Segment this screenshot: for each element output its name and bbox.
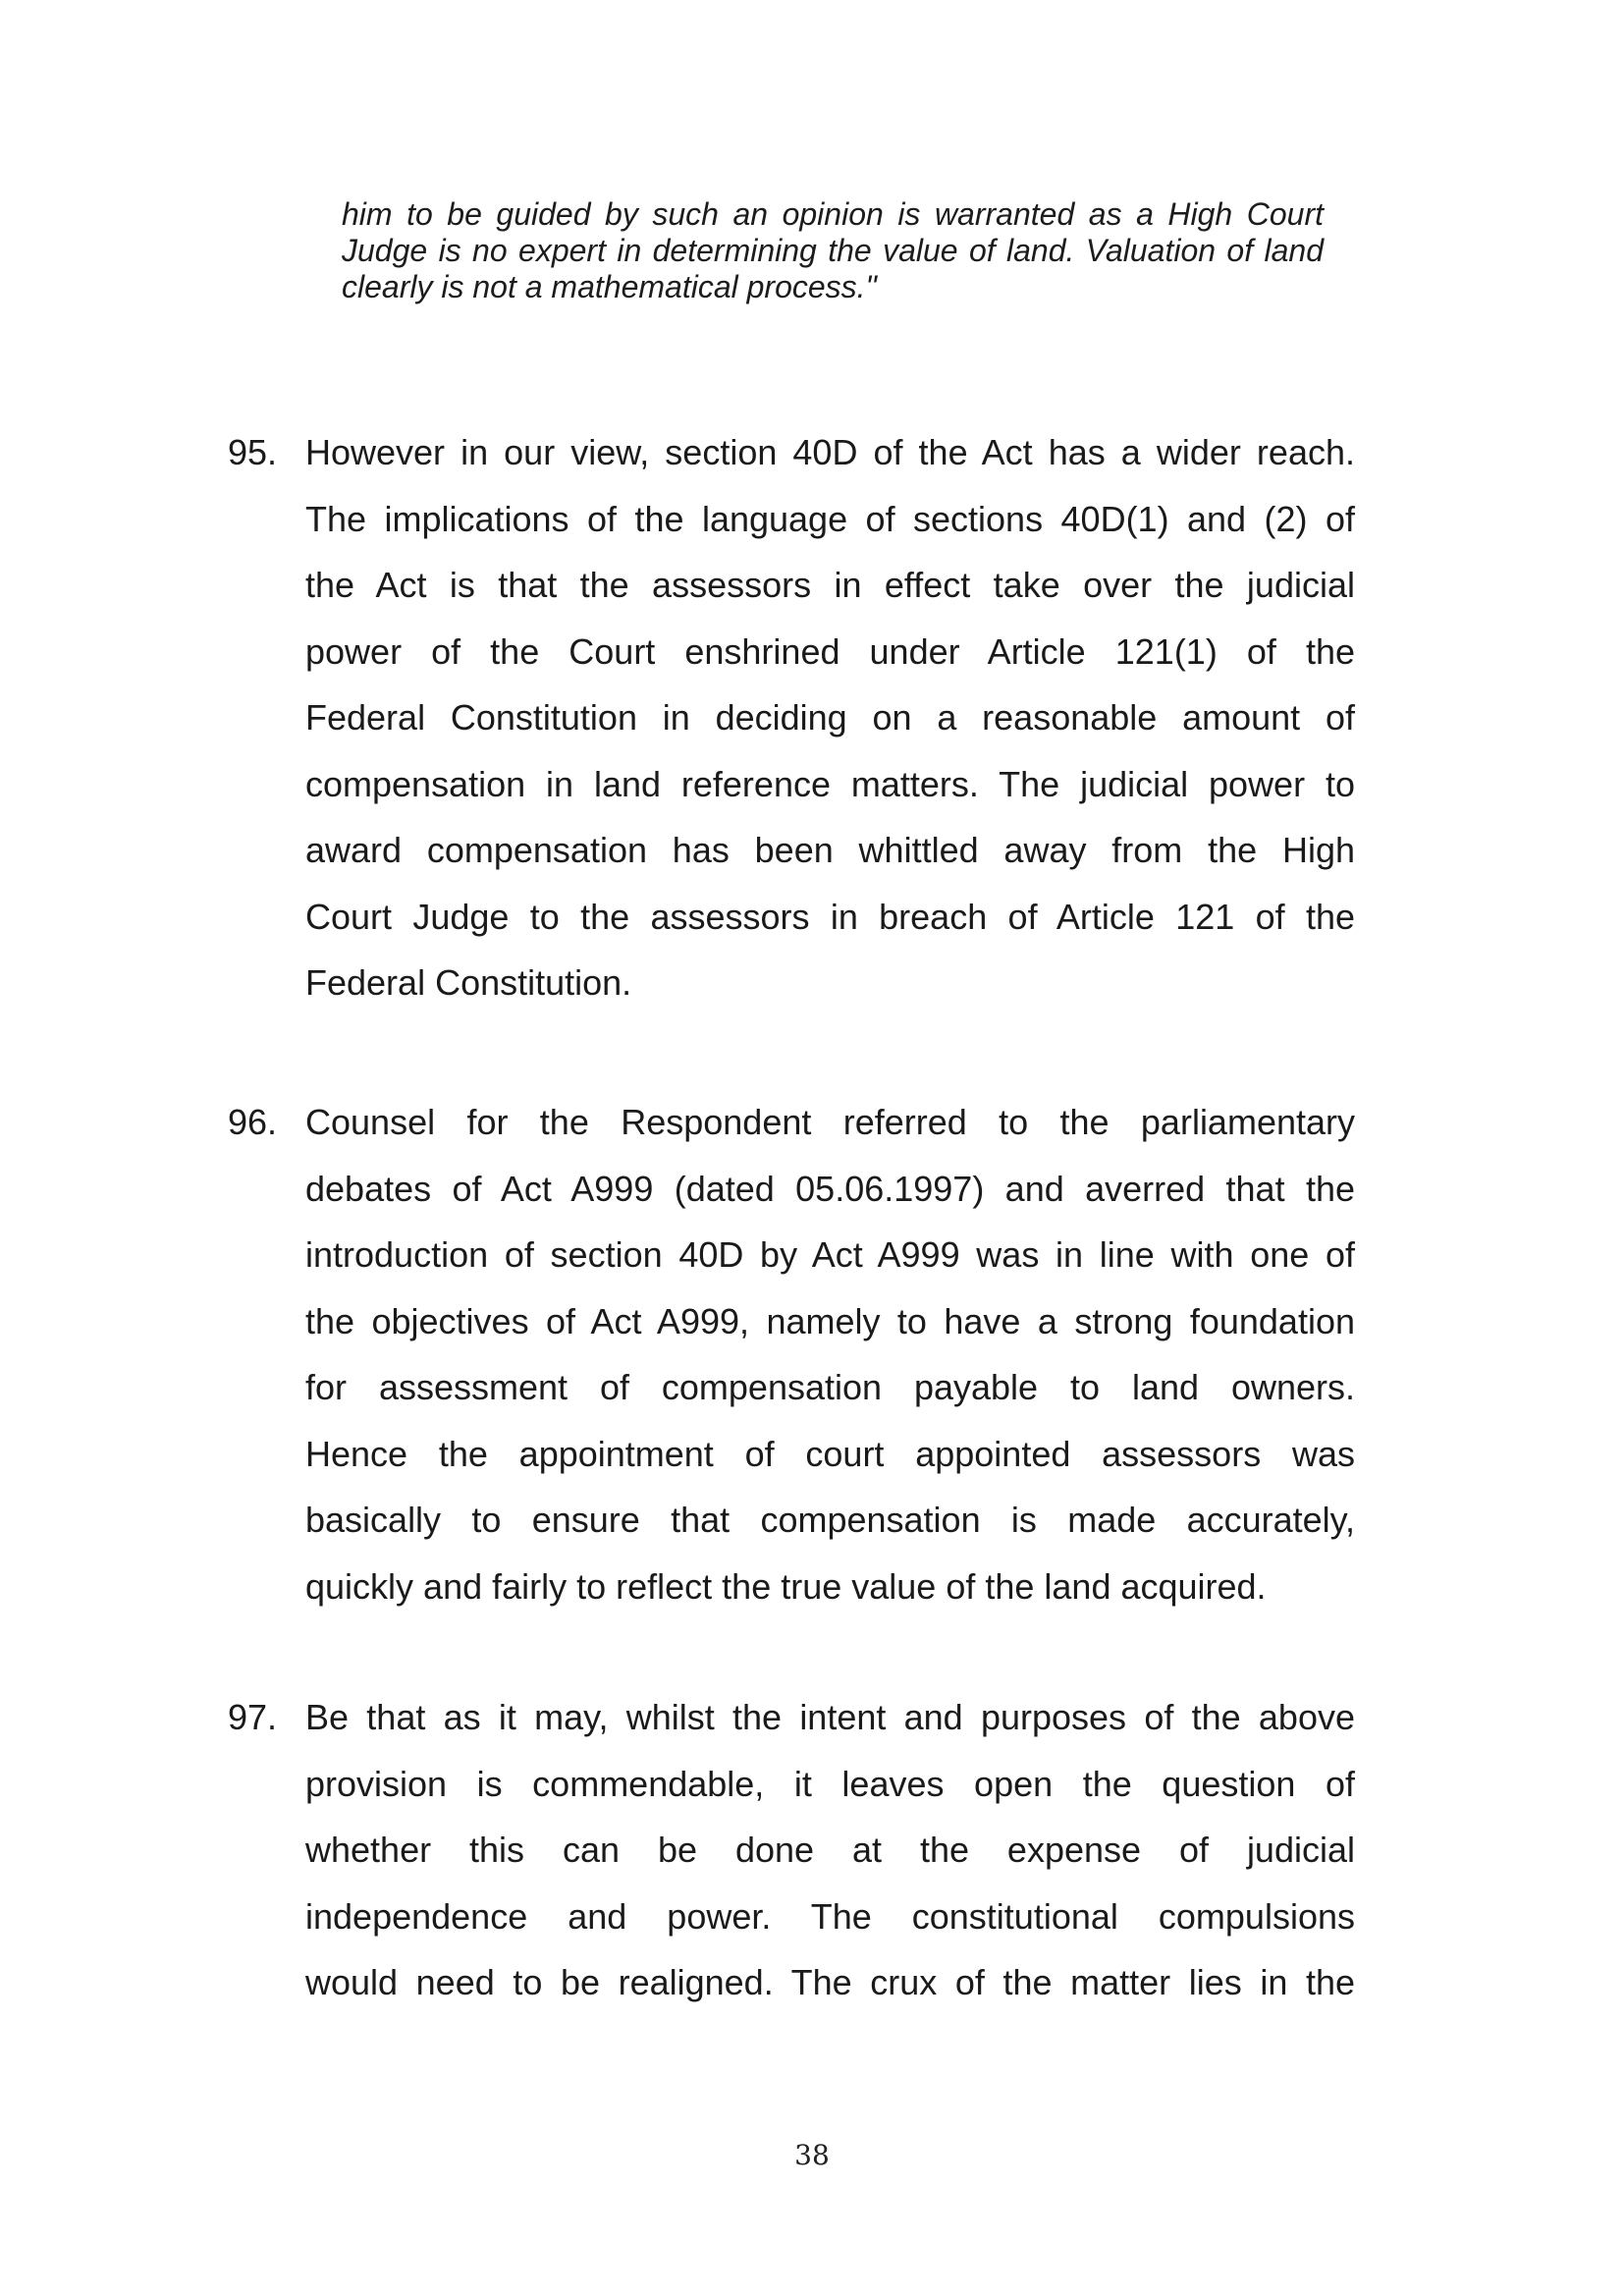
block-quote (342, 196, 1324, 305)
paragraph-text (305, 1089, 1355, 1619)
quote-line: Judge is no expert in determining the value of land. Valuation of land (342, 233, 1324, 268)
text-line: Federal Constitution in deciding on a reasonable amount of (305, 697, 1355, 738)
quote-line: him to be guided by such an opinion is warranted as a High Court (342, 196, 1324, 232)
paragraph-95 (228, 419, 1355, 1016)
text-line: independence and power. The constitutional compulsions (305, 1895, 1355, 1937)
paragraph-number: 95. (228, 432, 278, 472)
text-line: the Act is that the assessors in effect take over the judicial (305, 565, 1355, 605)
text-line: Counsel for the Respondent referred to the parliamentary (305, 1102, 1355, 1142)
text-line: award compensation has been whittled away from the High (305, 830, 1355, 870)
text-line: would need to be realigned. The crux of the matter lies in the (305, 1962, 1355, 2002)
text-line: quickly and fairly to reflect the true value of the land acquired. (305, 1565, 1267, 1607)
text-line: Federal Constitution. (305, 962, 632, 1003)
text-line: Hence the appointment of court appointed assessors was (305, 1433, 1355, 1474)
paragraph-96 (228, 1089, 1355, 1619)
paragraph-text (305, 419, 1355, 1016)
paragraph-number: 96. (228, 1102, 278, 1142)
paragraph-number: 97. (228, 1697, 278, 1737)
text-line: basically to ensure that compensation is made accurately, (305, 1500, 1355, 1540)
text-line: whether this can be done at the expense of judicial (305, 1830, 1355, 1870)
text-line: Court Judge to the assessors in breach of Article 121 of the (305, 896, 1355, 937)
text-line: However in our view, section 40D of the Act has a wider reach. (305, 432, 1355, 472)
paragraph-text (305, 1684, 1355, 2016)
text-line: power of the Court enshrined under Article 121(1) of the (305, 630, 1355, 672)
text-line: debates of Act A999 (dated 05.06.1997) and averred that the (305, 1168, 1355, 1209)
text-line: for assessment of compensation payable to land owners. (305, 1367, 1355, 1407)
text-line: the objectives of Act A999, namely to have a strong foundation (305, 1300, 1355, 1341)
text-line: The implications of the language of sections 40D(1) and (2) of (305, 498, 1355, 539)
text-line: Be that as it may, whilst the intent and purposes of the above (305, 1697, 1355, 1737)
page-number: 38 (794, 2139, 830, 2171)
text-line: introduction of section 40D by Act A999 was in line with one of (305, 1234, 1355, 1275)
text-line: compensation in land reference matters. The judicial power to (305, 763, 1355, 804)
quote-line: clearly is not a mathematical process." (342, 269, 877, 304)
paragraph-97 (228, 1684, 1355, 2016)
text-line: provision is commendable, it leaves open the question of (305, 1763, 1355, 1804)
